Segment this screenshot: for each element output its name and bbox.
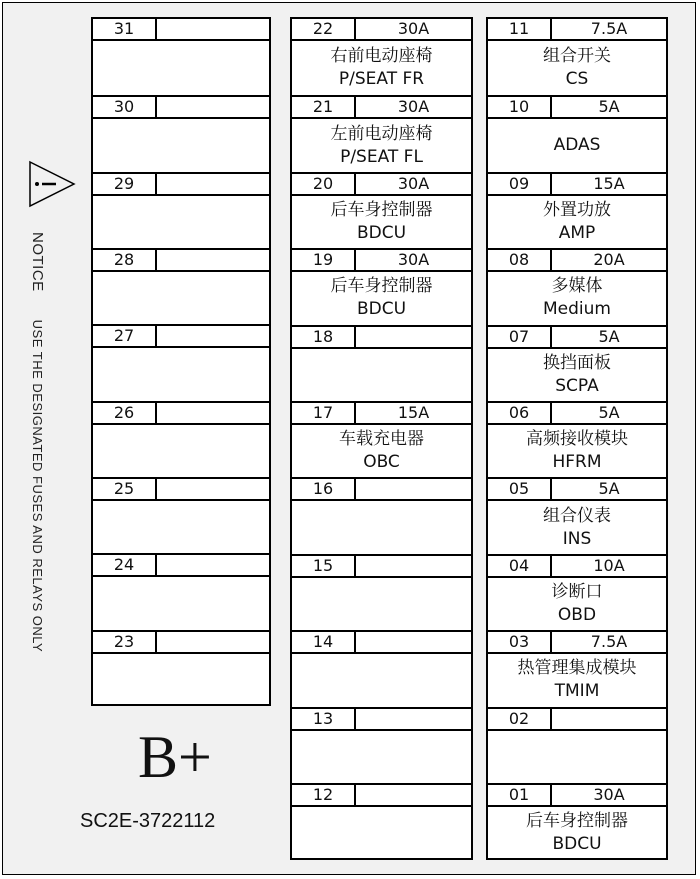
fuse-rating xyxy=(157,479,269,499)
part-number: SC2E-3722112 xyxy=(80,810,216,832)
fuse-header xyxy=(292,97,471,119)
fuse-header xyxy=(93,97,269,119)
fuse-rating xyxy=(157,250,269,270)
fuse-header xyxy=(292,479,471,501)
fuse-header xyxy=(292,250,471,272)
fuse-rating: 15A xyxy=(593,173,625,193)
fuse-header xyxy=(292,327,471,349)
fuse-number: 04 xyxy=(488,556,552,576)
fuse-name-cn: 高频接收模块 xyxy=(526,429,628,450)
fuse-number: 23 xyxy=(93,632,157,652)
fuse-number: 06 xyxy=(488,403,552,423)
fuse-header xyxy=(292,785,471,807)
fuse-rating xyxy=(356,709,471,729)
fuse-rating xyxy=(157,19,269,39)
fuse-slot-29 xyxy=(93,172,269,248)
fuse-slot-30 xyxy=(93,95,269,171)
fuse-rating: 15A xyxy=(397,403,430,422)
fuse-description xyxy=(292,578,471,630)
fuse-slot-14 xyxy=(292,630,471,706)
fuse-number: 22 xyxy=(292,19,356,39)
fuse-number: 25 xyxy=(93,479,157,499)
fuse-slot-25 xyxy=(93,477,269,553)
fuse-description xyxy=(292,196,471,248)
fuse-name-cn: 后车身控制器 xyxy=(526,811,628,832)
fuse-number: 19 xyxy=(292,250,356,270)
fuse-description xyxy=(292,119,471,171)
notice-area xyxy=(18,160,74,653)
fuse-name-cn: 车载充电器 xyxy=(339,429,424,450)
fuse-number: 09 xyxy=(488,174,552,194)
fuse-column-middle xyxy=(290,17,473,860)
fuse-number: 31 xyxy=(93,19,157,39)
fuse-slot-16 xyxy=(292,477,471,553)
fuse-header xyxy=(488,174,666,196)
fuse-rating xyxy=(356,327,471,347)
fuse-rating: 5A xyxy=(598,97,620,117)
fuse-rating: 7.5A xyxy=(590,632,628,652)
fuse-description xyxy=(488,731,666,783)
fuse-description xyxy=(292,731,471,783)
fuse-number: 12 xyxy=(292,785,356,805)
fuse-header xyxy=(488,403,666,425)
fuse-name-cn: 后车身控制器 xyxy=(330,199,433,220)
fuse-description xyxy=(488,272,666,324)
fuse-slot-31 xyxy=(93,19,269,95)
fuse-header xyxy=(93,326,269,348)
fuse-rating: 7.5A xyxy=(590,19,628,38)
power-label: B+ xyxy=(138,724,212,790)
notice-text xyxy=(29,232,46,652)
fuse-slot-08 xyxy=(488,248,666,324)
fuse-number: 29 xyxy=(93,174,157,194)
fuse-slot-04 xyxy=(488,554,666,630)
fuse-name-en: Medium xyxy=(543,299,611,320)
fuse-slot-07 xyxy=(488,325,666,401)
fuse-number: 14 xyxy=(292,632,356,652)
fuse-header xyxy=(488,327,666,349)
fuse-rating xyxy=(157,403,269,423)
fuse-description xyxy=(292,654,471,706)
fuse-slot-21 xyxy=(292,95,471,171)
fuse-header xyxy=(93,403,269,425)
fuse-name-cn: 后车身控制器 xyxy=(330,276,433,297)
fuse-header xyxy=(93,19,269,41)
fuse-header xyxy=(93,174,269,196)
notice-body: USE THE DESIGNATED FUSES AND RELAYS ONLY xyxy=(30,319,45,653)
fuse-description xyxy=(93,119,269,171)
fuse-slot-18 xyxy=(292,325,471,401)
fuse-rating: 30A xyxy=(397,19,430,38)
fuse-name-en: CS xyxy=(565,69,589,90)
fuse-name-en: HFRM xyxy=(552,452,602,473)
fuse-rating: 30A xyxy=(397,250,430,270)
fuse-rating: 5A xyxy=(598,479,620,499)
fuse-name-en: BDCU xyxy=(552,834,602,855)
fuse-description xyxy=(488,196,666,248)
fuse-slot-23 xyxy=(93,630,269,706)
fuse-slot-15 xyxy=(292,554,471,630)
fuse-name-cn: 多媒体 xyxy=(551,276,603,297)
fuse-slot-20 xyxy=(292,172,471,248)
fuse-number: 20 xyxy=(292,174,356,194)
fuse-description xyxy=(93,654,269,706)
fuse-description xyxy=(292,272,471,324)
fuse-description xyxy=(93,425,269,477)
fuse-slot-10 xyxy=(488,95,666,171)
fuse-description xyxy=(292,501,471,553)
fuse-rating: 30A xyxy=(593,785,625,804)
warning-triangle-icon xyxy=(28,160,76,208)
fuse-name-cn: 热管理集成模块 xyxy=(517,658,637,679)
fuse-name-cn: 左前电动座椅 xyxy=(330,123,433,144)
fuse-rating xyxy=(157,326,269,346)
fuse-name-cn: 组合仪表 xyxy=(543,505,611,526)
fuse-name-en: INS xyxy=(562,528,592,549)
fuse-header xyxy=(93,479,269,501)
fuse-rating xyxy=(157,632,269,652)
fuse-slot-11 xyxy=(488,19,666,95)
fuse-number: 27 xyxy=(93,326,157,346)
fuse-number: 30 xyxy=(93,97,157,117)
fuse-description xyxy=(488,425,666,477)
fuse-number: 17 xyxy=(292,403,356,423)
fuse-description xyxy=(488,654,666,706)
fuse-slot-22 xyxy=(292,19,471,95)
fuse-slot-12 xyxy=(292,783,471,859)
fuse-name-en: OBD xyxy=(557,604,597,625)
fuse-rating xyxy=(157,555,269,575)
fuse-description xyxy=(93,348,269,400)
fuse-name-cn: 组合开关 xyxy=(543,46,611,67)
fuse-description xyxy=(488,501,666,553)
fuse-column-right xyxy=(486,17,668,860)
fuse-description xyxy=(488,807,666,859)
fuse-header xyxy=(93,250,269,272)
fuse-number: 10 xyxy=(488,97,552,117)
fuse-number: 11 xyxy=(488,19,552,39)
fuse-rating: 5A xyxy=(598,326,620,346)
fuse-number: 28 xyxy=(93,250,157,270)
fuse-number: 26 xyxy=(93,403,157,423)
fuse-number: 02 xyxy=(488,709,552,729)
fuse-name-en: BDCU xyxy=(356,299,407,320)
fuse-slot-06 xyxy=(488,401,666,477)
fuse-rating: 30A xyxy=(397,173,430,193)
fuse-rating xyxy=(356,556,471,576)
fuse-number: 03 xyxy=(488,632,552,652)
fuse-rating: 10A xyxy=(593,555,625,575)
fuse-header xyxy=(292,19,471,41)
fuse-name-cn: 外置功放 xyxy=(543,199,611,220)
fuse-number: 16 xyxy=(292,479,356,499)
fuse-header xyxy=(488,479,666,501)
fuse-rating xyxy=(157,97,269,117)
fuse-description xyxy=(292,807,471,859)
fuse-slot-09 xyxy=(488,172,666,248)
fuse-name-cn: 换挡面板 xyxy=(543,352,611,373)
fuse-description xyxy=(488,119,666,171)
fuse-rating xyxy=(356,479,471,499)
fuse-description xyxy=(292,425,471,477)
fuse-rating xyxy=(552,709,666,729)
fuse-number: 05 xyxy=(488,479,552,499)
fuse-slot-17 xyxy=(292,401,471,477)
fuse-header xyxy=(93,632,269,654)
fuse-number: 08 xyxy=(488,250,552,270)
fuse-name-en: SCPA xyxy=(555,375,599,396)
fuse-number: 01 xyxy=(488,785,552,805)
fuse-slot-26 xyxy=(93,401,269,477)
fuse-rating xyxy=(157,174,269,194)
fuse-header xyxy=(292,174,471,196)
fuse-description xyxy=(292,349,471,401)
fuse-description xyxy=(93,272,269,324)
fuse-description xyxy=(93,196,269,248)
fuse-slot-19 xyxy=(292,248,471,324)
fuse-description xyxy=(93,41,269,95)
fuse-header xyxy=(292,403,471,425)
fuse-description xyxy=(488,578,666,630)
fuse-number: 24 xyxy=(93,555,157,575)
fuse-description xyxy=(292,41,471,95)
fuse-header xyxy=(488,556,666,578)
fuse-description xyxy=(488,349,666,401)
fuse-header xyxy=(488,632,666,654)
fuse-header xyxy=(488,97,666,119)
fuse-header xyxy=(488,785,666,807)
fuse-slot-03 xyxy=(488,630,666,706)
fuse-slot-28 xyxy=(93,248,269,324)
fuse-header xyxy=(488,709,666,731)
fuse-rating: 20A xyxy=(593,250,625,270)
fuse-header xyxy=(488,19,666,41)
fuse-name-en: P/SEAT FR xyxy=(338,69,425,90)
fuse-number: 15 xyxy=(292,556,356,576)
fuse-header xyxy=(93,555,269,577)
fuse-number: 21 xyxy=(292,97,356,117)
fuse-number: 18 xyxy=(292,327,356,347)
fuse-header xyxy=(292,709,471,731)
fuse-number: 13 xyxy=(292,709,356,729)
fuse-rating xyxy=(356,632,471,652)
fuse-slot-13 xyxy=(292,707,471,783)
fuse-slot-27 xyxy=(93,324,269,400)
fuse-name-cn: 诊断口 xyxy=(551,581,603,602)
fuse-name-cn: 右前电动座椅 xyxy=(330,46,433,67)
fuse-rating: 30A xyxy=(397,97,430,117)
fuse-name-en: BDCU xyxy=(356,222,407,243)
fuse-description xyxy=(93,501,269,553)
fuse-name-en: OBC xyxy=(363,452,400,473)
fuse-slot-24 xyxy=(93,553,269,629)
fuse-name-en: P/SEAT FL xyxy=(340,146,423,167)
fuse-name-en: ADAS xyxy=(553,135,601,156)
fuse-rating: 5A xyxy=(598,403,620,422)
fuse-header xyxy=(488,250,666,272)
fuse-description xyxy=(488,41,666,95)
notice-title: NOTICE xyxy=(29,232,46,292)
fuse-header xyxy=(292,556,471,578)
fuse-header xyxy=(292,632,471,654)
fuse-name-en: AMP xyxy=(558,222,596,243)
fuse-column-left xyxy=(91,17,271,706)
fuse-name-en: TMIM xyxy=(554,681,600,702)
fuse-number: 07 xyxy=(488,327,552,347)
fuse-description xyxy=(93,577,269,629)
fuse-slot-02 xyxy=(488,707,666,783)
fuse-slot-01 xyxy=(488,783,666,859)
fuse-slot-05 xyxy=(488,477,666,553)
fuse-rating xyxy=(356,785,471,805)
